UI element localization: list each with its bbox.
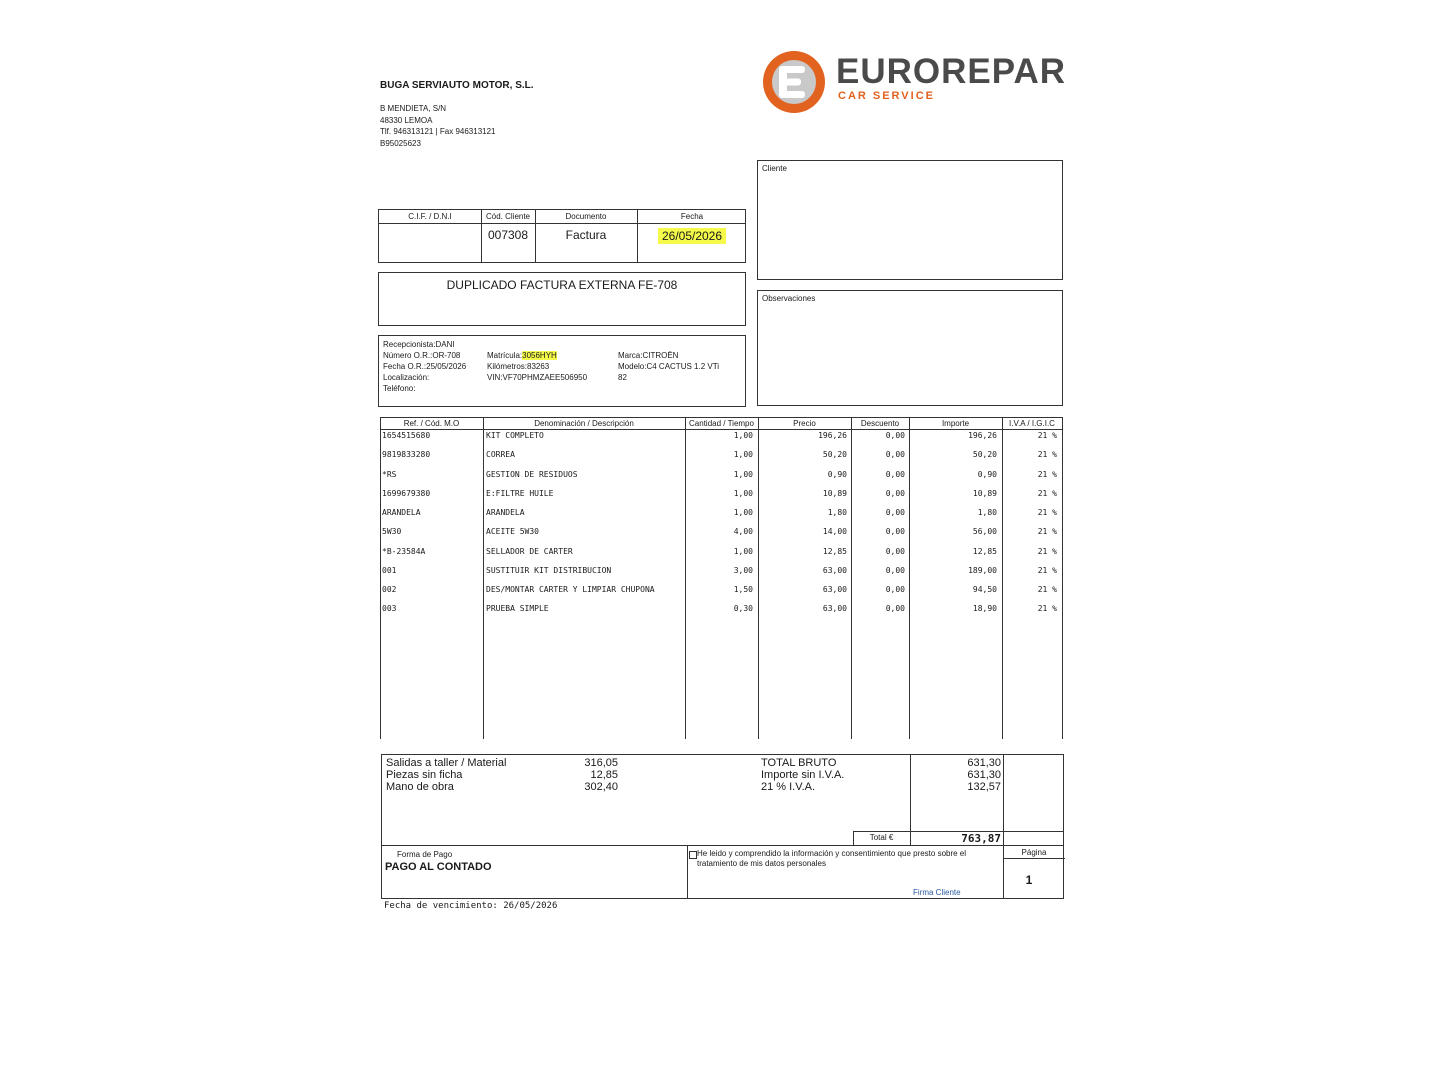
cell-price: 10,89 [822,488,847,498]
cell-ref: 1699679380 [382,488,431,498]
cell-quantity: 1,00 [733,546,753,556]
grand-total-value: 763,87 [961,832,1001,845]
wo-location: Localización: [383,373,430,382]
cell-amount: 18,90 [972,604,997,614]
summary-total-value-2: 132,57 [967,781,1001,793]
cell-description: SELLADOR DE CARTER [486,546,573,556]
cell-description: PRUEBA SIMPLE [486,604,549,614]
wo-model-line2: 82 [618,373,627,382]
cell-price: 63,00 [822,565,847,575]
cell-vat: 21 % [1037,431,1057,440]
cell-vat: 21 % [1037,469,1057,479]
cell-quantity: 4,00 [733,527,753,537]
header-col-client-code: Cód. Cliente [485,212,531,221]
cell-amount: 0,90 [977,469,997,479]
company-city: 48330 LEMOA [380,116,433,125]
consent-text-line2: tratamiento de mis datos personales [697,859,826,868]
items-col-amount: Importe [941,419,970,428]
cell-price: 14,00 [822,527,847,537]
cell-quantity: 1,50 [733,585,753,594]
table-row [380,431,1063,443]
table-row [380,566,1063,578]
items-col-vat: I.V.A / I.G.I.C [1009,419,1055,428]
wo-or-date: Fecha O.R.:25/05/2026 [383,362,467,371]
document-title: DUPLICADO FACTURA EXTERNA FE-708 [446,278,678,292]
wo-plate-label: Matrícula: [487,351,523,360]
summary-total-label-1: Importe sin I.V.A. [761,769,845,781]
cell-discount: 0,00 [885,546,905,556]
summary-total-label-0: TOTAL BRUTO [761,757,837,769]
cell-description: DES/MONTAR CARTER Y LIMPIAR CHUPONA [486,585,655,594]
cell-ref: 9819833280 [382,450,431,460]
table-row [380,489,1063,501]
cell-amount: 1,80 [977,508,997,517]
cell-discount: 0,00 [885,508,905,517]
wo-model: Modelo:C4 CACTUS 1.2 VTi [618,362,720,371]
consent-text-line1: He leido y comprendido la información y consentimiento que presto sobre el [697,849,967,858]
cell-price: 63,00 [822,604,847,614]
cell-discount: 0,00 [885,585,905,594]
cell-quantity: 0,30 [733,604,753,614]
summary-breakdown-value-0: 316,05 [584,757,618,769]
client-box [757,160,1063,280]
cell-amount: 56,00 [972,527,997,537]
cell-vat: 21 % [1037,508,1057,517]
cell-quantity: 1,00 [733,488,753,498]
work-order-box [378,335,746,407]
summary-total-value-1: 631,30 [967,769,1001,781]
wo-phone: Teléfono: [383,384,416,393]
payment-value: PAGO AL CONTADO [385,861,492,873]
items-col-description: Denominación / Descripción [534,419,634,428]
items-col-ref: Ref. / Cód. M.O [403,419,460,428]
table-row [380,508,1063,520]
header-col-cif: C.I.F. / D.N.I [408,212,452,221]
summary-total-value-0: 631,30 [967,757,1001,769]
cell-amount: 94,50 [972,585,997,594]
cell-description: ARANDELA [486,508,525,517]
cell-quantity: 1,00 [733,508,753,517]
company-address: B MENDIETA, S/N [380,104,447,113]
cell-vat: 21 % [1037,604,1057,614]
wo-receptionist: Recepcionista:DANI [383,340,455,349]
consent-checkbox[interactable] [689,851,697,859]
table-row [380,470,1063,482]
summary-breakdown-value-1: 12,85 [590,769,618,781]
table-row [380,547,1063,559]
summary-breakdown-label-0: Salidas a taller / Material [386,757,507,769]
cell-vat: 21 % [1037,565,1057,575]
summary-breakdown-label-2: Mano de obra [386,781,454,793]
payment-box [381,845,1064,899]
cell-price: 63,00 [822,585,847,594]
cell-price: 12,85 [822,546,847,556]
header-col-document: Documento [565,212,607,221]
grand-total-label: Total € [869,833,894,842]
eurorepar-logo [762,50,1067,114]
cell-ref: 001 [382,565,397,575]
cell-discount: 0,00 [885,450,905,460]
cell-description: SUSTITUIR KIT DISTRIBUCION [486,565,612,575]
cell-description: KIT COMPLETO [486,431,544,440]
observations-box [757,290,1063,406]
cell-amount: 10,89 [972,488,997,498]
cell-amount: 12,85 [972,546,997,556]
client-label: Cliente [762,164,787,173]
header-val-document: Factura [565,228,607,242]
cell-ref: 5W30 [382,527,402,537]
cell-discount: 0,00 [885,565,905,575]
cell-discount: 0,00 [885,469,905,479]
cell-ref: 1654515680 [382,431,431,440]
items-col-price: Precio [793,419,816,428]
cell-ref: 003 [382,604,397,614]
cell-amount: 196,26 [968,431,997,440]
table-row [380,450,1063,462]
cell-ref: *B-23584A [382,546,426,556]
cell-discount: 0,00 [885,488,905,498]
wo-or-number: Número O.R.:OR-708 [383,351,461,360]
cell-vat: 21 % [1037,488,1057,498]
summary-total-label-2: 21 % I.V.A. [761,781,816,793]
cell-description: GESTION DE RESIDUOS [486,469,578,479]
table-row [380,585,1063,597]
cell-description: E:FILTRE HUILE [486,488,554,498]
header-val-client-code: 007308 [487,228,529,242]
company-phone: Tlf. 946313121 | Fax 946313121 [380,127,496,136]
cell-discount: 0,00 [885,431,905,440]
items-col-discount: Descuento [860,419,900,428]
company-tax-id: B95025623 [380,139,421,148]
cell-amount: 50,20 [972,450,997,460]
signature-label: Firma Cliente [913,888,961,897]
cell-price: 0,90 [827,469,847,479]
wo-km: Kilómetros:83263 [487,362,550,371]
cell-amount: 189,00 [968,565,997,575]
wo-plate: 3056HYH [522,351,557,360]
cell-ref: *RS [382,469,397,479]
table-row [380,604,1063,616]
cell-quantity: 3,00 [733,565,753,575]
cell-description: ACEITE 5W30 [486,527,539,537]
items-table [380,417,1063,739]
page-label: Página [1021,848,1047,857]
due-date: Fecha de vencimiento: 26/05/2026 [384,901,558,911]
cell-price: 50,20 [822,450,847,460]
wo-vin: VIN:VF70PHMZAEE506950 [487,373,588,382]
summary-box [381,754,1064,846]
cell-ref: ARANDELA [382,508,421,517]
cell-vat: 21 % [1037,527,1057,537]
cell-discount: 0,00 [885,604,905,614]
cell-discount: 0,00 [885,527,905,537]
logo-brand: EUROREPAR [836,52,1067,91]
cell-ref: 002 [382,585,397,594]
company-name: BUGA SERVIAUTO MOTOR, S.L. [380,80,534,91]
cell-quantity: 1,00 [733,450,753,460]
cell-quantity: 1,00 [733,469,753,479]
summary-breakdown-label-1: Piezas sin ficha [386,769,463,781]
document-title-box [378,272,746,326]
observations-label: Observaciones [762,294,816,303]
header-col-date: Fecha [680,212,704,221]
cell-price: 196,26 [818,431,847,440]
summary-breakdown-value-2: 302,40 [584,781,618,793]
cell-vat: 21 % [1037,546,1057,556]
cell-vat: 21 % [1037,450,1057,460]
wo-brand: Marca:CITROËN [618,351,679,360]
header-val-date: 26/05/2026 [658,228,726,244]
cell-description: CORREA [486,450,515,460]
eurorepar-mark-icon [762,50,826,114]
page-number: 1 [1025,873,1033,887]
header-table [378,209,746,263]
logo-tagline: CAR SERVICE [838,90,935,102]
items-col-quantity: Cantidad / Tiempo [689,419,754,428]
cell-quantity: 1,00 [733,431,753,440]
cell-vat: 21 % [1037,585,1057,594]
payment-label: Forma de Pago [397,850,453,859]
cell-price: 1,80 [827,508,847,517]
table-row [380,527,1063,539]
